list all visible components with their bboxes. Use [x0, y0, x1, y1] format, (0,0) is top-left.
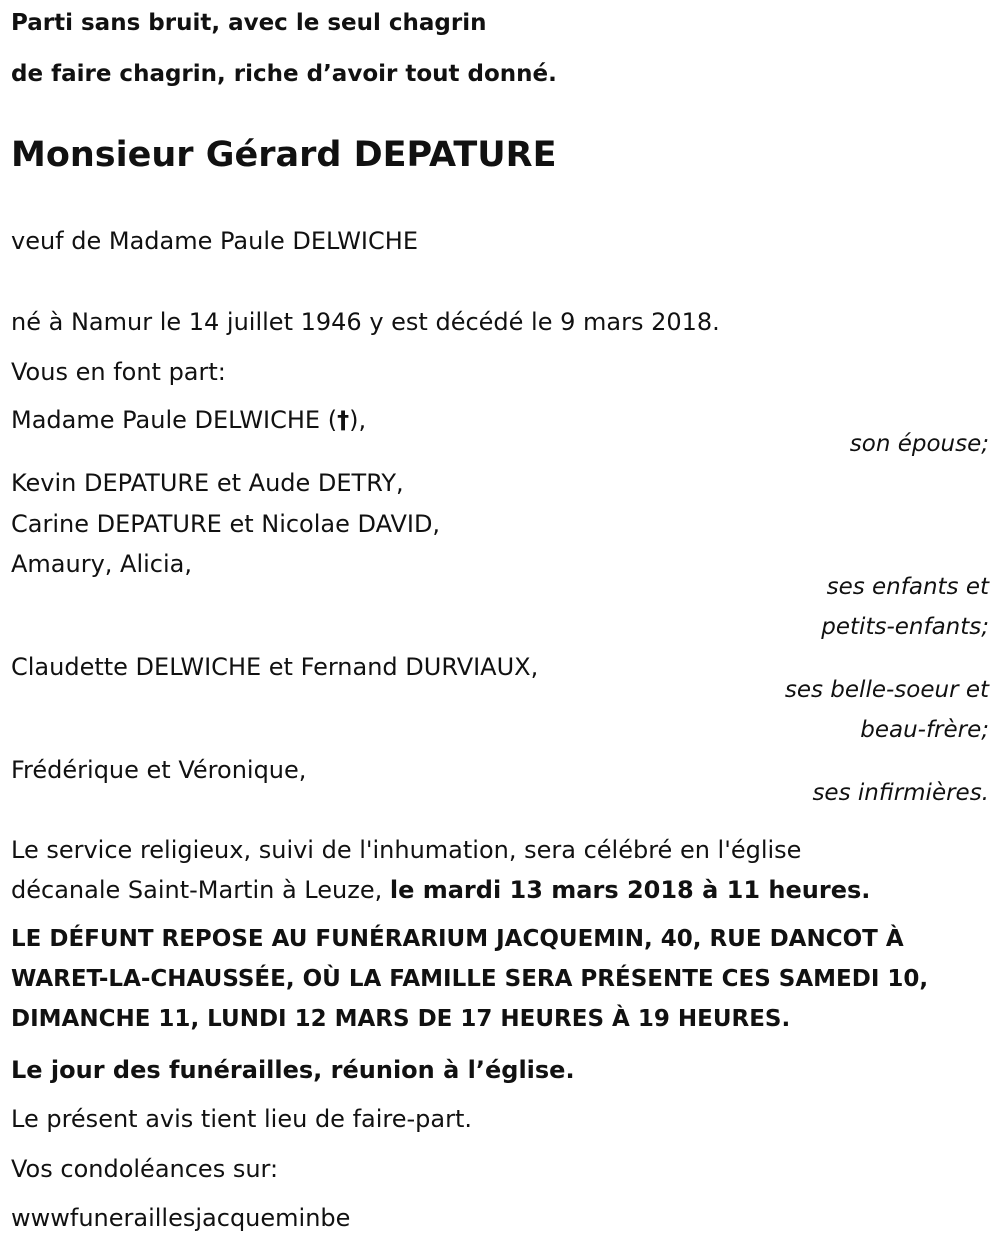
deceased-name: Monsieur Gérard DEPATURE [11, 135, 557, 175]
nurses-line-1: Frédérique et Véronique, [11, 756, 307, 784]
service-line-2 [11, 878, 870, 902]
spouse-name-suffix: ), [349, 406, 367, 434]
children-line-1: Kevin DEPATURE et Aude DETRY, [11, 469, 404, 497]
repose-line-2: WARET-LA-CHAUSSÉE, OÙ LA FAMILLE SERA PRÉSENTE CES SAMEDI 10, [11, 966, 929, 992]
repose-line-3: DIMANCHE 11, LUNDI 12 MARS DE 17 HEURES À 19 HEURES. [11, 1006, 791, 1032]
funeral-meeting: Le jour des funérailles, réunion à l’église. [11, 1056, 575, 1084]
service-location: décanale Saint-Martin à Leuze, [11, 876, 390, 904]
condolences-label: Vos condoléances sur: [11, 1155, 279, 1183]
children-role-line-2: petits-enfants; [821, 614, 989, 640]
in-laws-line-1: Claudette DELWICHE et Fernand DURVIAUX, [11, 653, 539, 681]
spouse-name-prefix: Madame Paule DELWICHE ( [11, 406, 338, 434]
in-laws-role-line-1: ses belle-soeur et [784, 677, 989, 703]
announcement-intro: Vous en font part: [11, 358, 226, 386]
birth-death: né à Namur le 14 juillet 1946 y est décédé le 9 mars 2018. [11, 308, 720, 336]
spouse-role: son épouse; [849, 431, 989, 457]
spouse-name [11, 408, 366, 432]
children-role-line-1: ses enfants et [826, 574, 989, 600]
notice: Le présent avis tient lieu de faire-part. [11, 1105, 473, 1133]
cross-icon: † [337, 406, 350, 434]
repose-line-1: LE DÉFUNT REPOSE AU FUNÉRARIUM JACQUEMIN, 40, RUE DANCOT À [11, 926, 904, 952]
children-line-3: Amaury, Alicia, [11, 550, 192, 578]
service-line-1: Le service religieux, suivi de l'inhumation, sera célébré en l'église [11, 836, 802, 864]
nurses-role: ses infirmières. [812, 780, 989, 806]
in-laws-role-line-2: beau-frère; [860, 717, 989, 743]
service-date-time: le mardi 13 mars 2018 à 11 heures. [389, 876, 871, 904]
condolences-website-link[interactable]: wwwfuneraillesjacqueminbe [11, 1204, 351, 1232]
widower-of: veuf de Madame Paule DELWICHE [11, 227, 418, 255]
epigraph-line-2: de faire chagrin, riche d’avoir tout donné. [11, 61, 557, 87]
children-line-2: Carine DEPATURE et Nicolae DAVID, [11, 510, 441, 538]
epigraph-line-1: Parti sans bruit, avec le seul chagrin [11, 10, 487, 36]
